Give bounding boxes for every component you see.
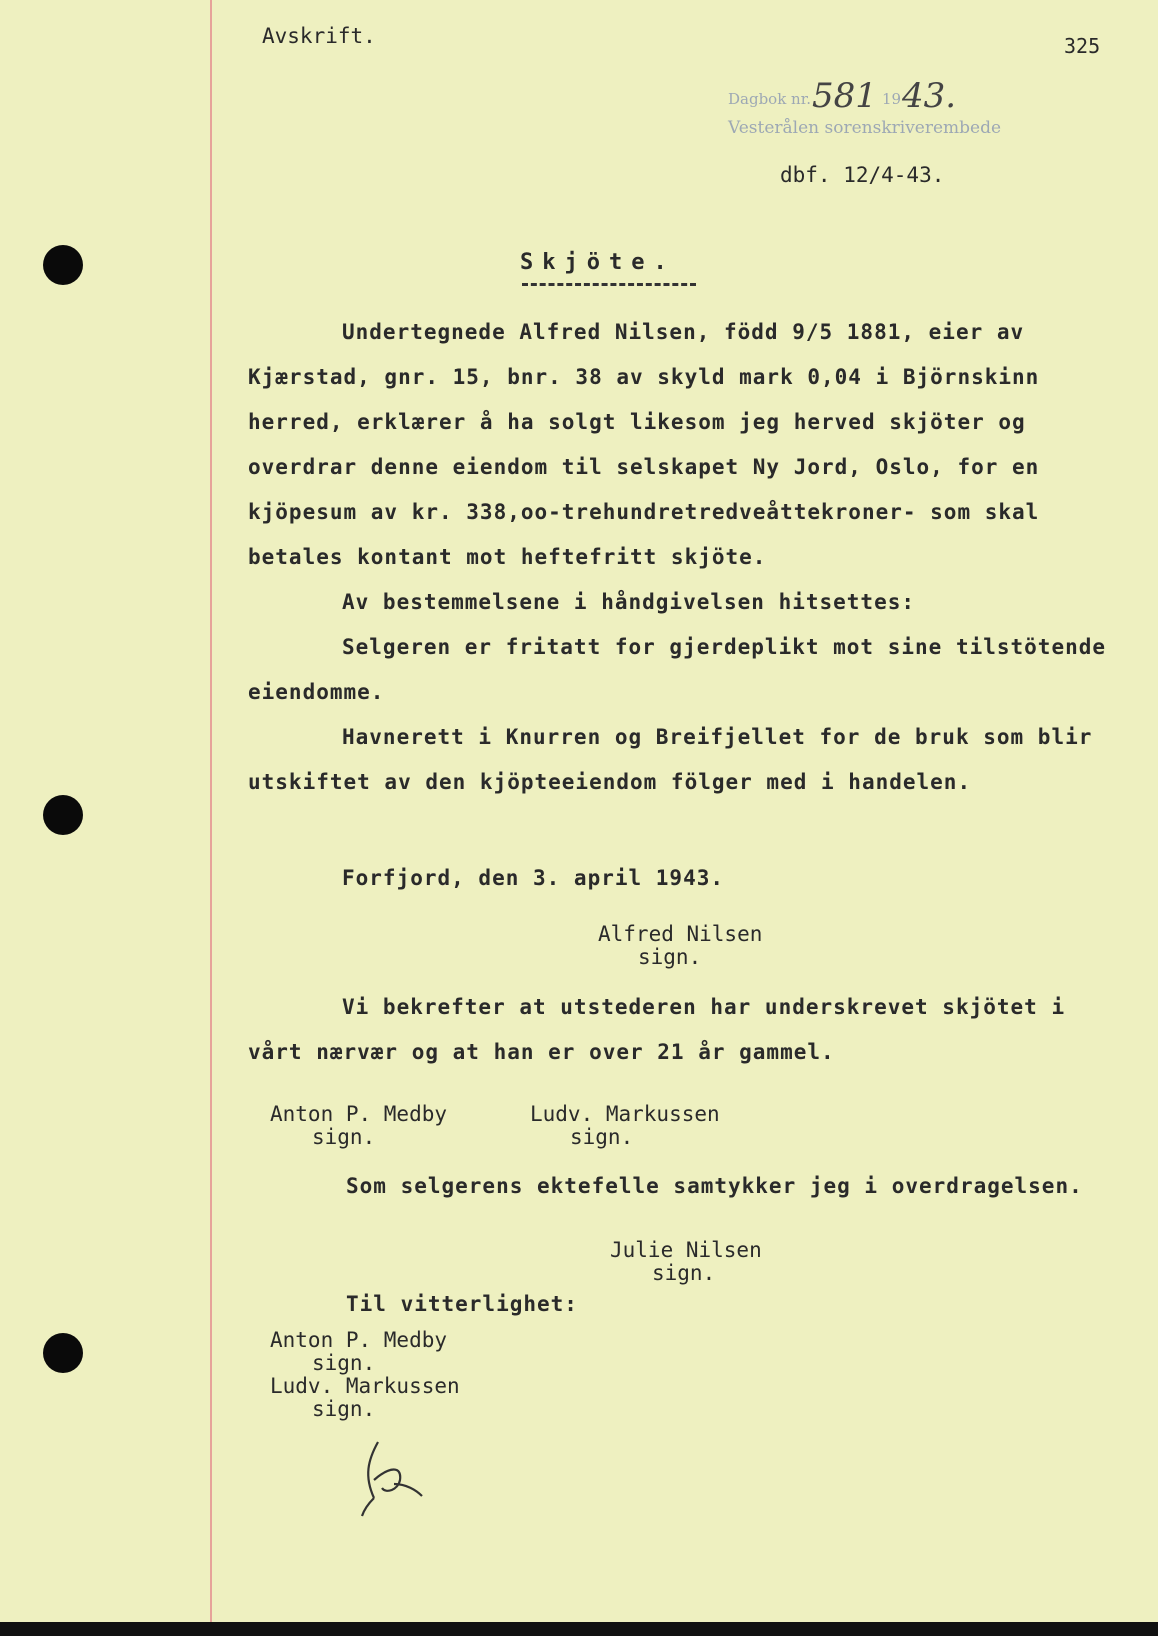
punch-hole-middle	[43, 795, 83, 835]
spouse-sign: sign.	[652, 1261, 716, 1285]
journal-number: 581	[812, 76, 877, 116]
attest2-sign: sign.	[312, 1397, 376, 1421]
confirmation-line: Vi bekrefter at utstederen har underskrevet skjötet i	[342, 995, 1066, 1019]
body-line: betales kontant mot heftefritt skjöte.	[248, 545, 767, 569]
witness1-sign: sign.	[312, 1125, 376, 1149]
body-line: Undertegnede Alfred Nilsen, född 9/5 1881, eier av	[342, 320, 1025, 344]
scan-bottom-edge	[0, 1622, 1158, 1636]
body-line: Av bestemmelsene i håndgivelsen hitsettes:	[342, 590, 916, 614]
spouse-consent: Som selgerens ektefelle samtykker jeg i overdragelsen.	[346, 1174, 1083, 1198]
body-line: eiendomme.	[248, 680, 385, 704]
copy-label: Avskrift.	[262, 24, 376, 48]
seller-sign: sign.	[638, 945, 702, 969]
journal-year: 43.	[902, 76, 957, 116]
title-underline	[522, 283, 696, 286]
document-title: Skjöte.	[520, 250, 676, 275]
punch-hole-bottom	[43, 1333, 83, 1373]
body-line: overdrar denne eiendom til selskapet Ny Jord, Oslo, for en	[248, 455, 1040, 479]
body-line: Selgeren er fritatt for gjerdeplikt mot sine tilstötende	[342, 635, 1107, 659]
margin-rule	[210, 0, 212, 1636]
witness1-name: Anton P. Medby	[270, 1102, 448, 1126]
journal-stamp-prefix: Dagbok nr.	[728, 90, 812, 108]
place-date: Forfjord, den 3. april 1943.	[342, 866, 725, 890]
confirmation-line: vårt nærvær og at han er over 21 år gammel.	[248, 1040, 835, 1064]
witness2-sign: sign.	[570, 1125, 634, 1149]
court-stamp: Vesterålen sorenskriverembede	[728, 118, 1002, 138]
body-line: Kjærstad, gnr. 15, bnr. 38 av skyld mark 0,04 i Björnskinn	[248, 365, 1040, 389]
punch-hole-top	[43, 245, 83, 285]
journal-year-prefix: 19	[882, 90, 902, 108]
attestation-label: Til vitterlighet:	[346, 1292, 578, 1316]
witness2-name: Ludv. Markussen	[530, 1102, 720, 1126]
attest1-sign: sign.	[312, 1351, 376, 1375]
seller-name: Alfred Nilsen	[598, 922, 763, 946]
spouse-name: Julie Nilsen	[610, 1238, 762, 1262]
body-line: kjöpesum av kr. 338,oo-trehundretredveåttekroner- som skal	[248, 500, 1040, 524]
page-number: 325	[1064, 34, 1101, 58]
body-line: Havnerett i Knurren og Breifjellet for de bruk som blir	[342, 725, 1093, 749]
handwritten-initials	[360, 1440, 440, 1520]
body-line: utskiftet av den kjöpteeiendom fölger med i handelen.	[248, 770, 972, 794]
body-line: herred, erklærer å ha solgt likesom jeg herved skjöter og	[248, 410, 1026, 434]
attest1-name: Anton P. Medby	[270, 1328, 448, 1352]
dbf-reference: dbf. 12/4-43.	[780, 163, 945, 187]
attest2-name: Ludv. Markussen	[270, 1374, 460, 1398]
